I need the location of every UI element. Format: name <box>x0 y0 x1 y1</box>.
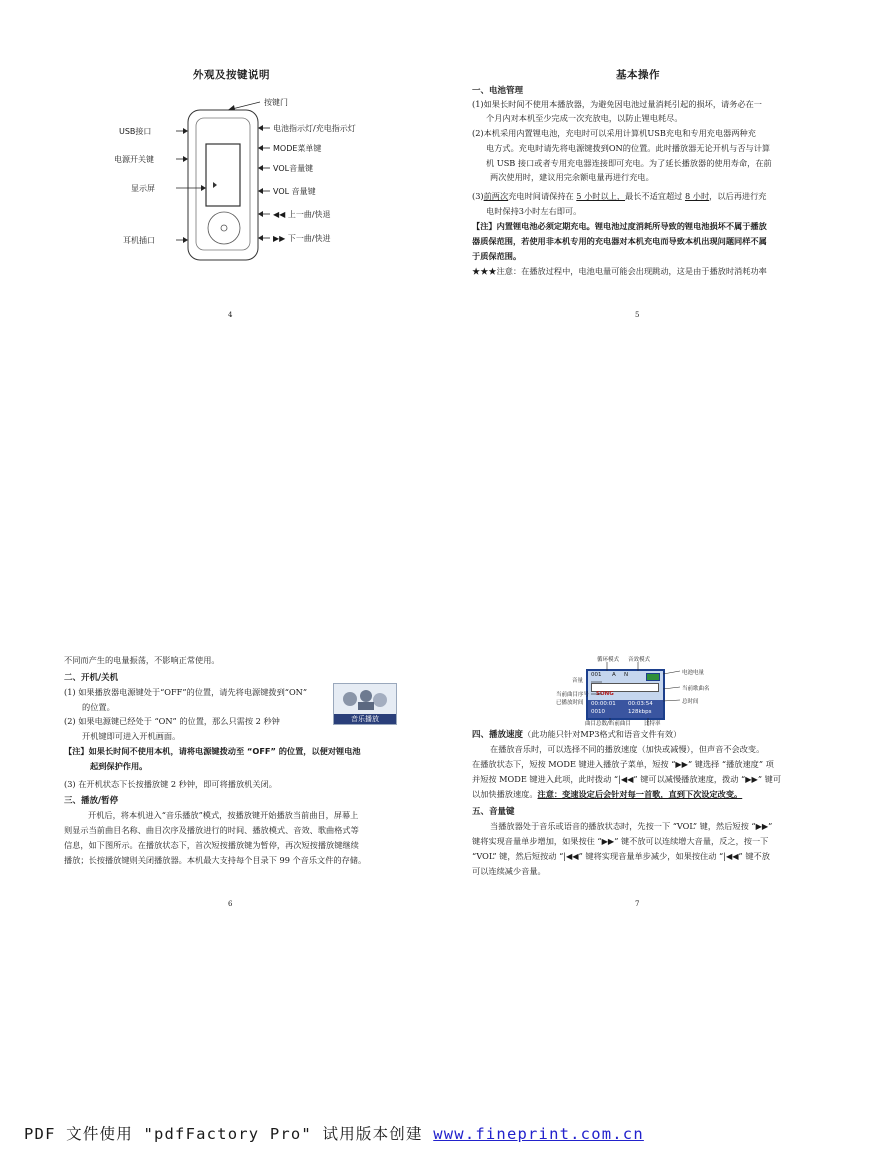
play-section-heading: 三、播放/暂停 <box>64 796 119 806</box>
label-top-key: 按键门 <box>264 98 288 107</box>
page5-number: 5 <box>635 311 640 319</box>
screen-song-name: SONG <box>596 691 614 697</box>
label-power-switch: 电源开关键 <box>114 155 154 164</box>
text-line: 在播放状态下，短按 MODE 键进入播放子菜单，短按 “▶▶” 键选择 “播放速度” 项 <box>472 759 774 769</box>
text-line: 不同而产生的电量振荡，不影响正常使用。 <box>64 655 220 665</box>
text-line: 键将实现音量单步增加，如果按住 “▶▶” 键不放可以连续增大音量，反之，按一下 <box>472 836 769 846</box>
speed-note-line <box>472 787 742 801</box>
text-line: 可以连续减少音量。 <box>472 866 546 876</box>
label-mode-key: MODE菜单键 <box>273 144 322 153</box>
screen-track-number: 001 <box>591 672 602 678</box>
label-bitrate: 比特率 <box>644 721 661 727</box>
battery-section-heading: 一、电池管理 <box>472 86 524 96</box>
footer-link[interactable]: www.fineprint.com.cn <box>433 1125 644 1143</box>
text-line: ★★★注意：在播放过程中，电池电量可能会出现跳动，这是由于播放时消耗功率 <box>472 266 767 276</box>
screen-track-count: 0010 <box>591 709 605 715</box>
label-elapsed-time: 已播放时间 <box>556 700 584 706</box>
text-line: 电方式。充电时请先将电源键拨到ON的位置。此时播放器无论开机与否与计算 <box>486 143 771 153</box>
text-line: (2) 如果电源键已经处于 “ON” 的位置，那么只需按 2 秒钟 <box>64 716 280 726</box>
text-line: 两次使用时，建议用完余额电量再进行充电。 <box>490 172 654 182</box>
menu-label: 音乐播放 <box>334 714 396 724</box>
label-prev-key: ◀◀ 上一曲/快退 <box>273 210 331 219</box>
label-eq-mode: 音效模式 <box>628 657 651 663</box>
text-line: 机 USB 接口或者专用充电器连接即可充电。为了延长播放器的使用寿命，在前 <box>486 158 772 168</box>
power-section-heading: 二、开机/关机 <box>64 673 119 683</box>
text-span: 8 小时 <box>684 191 710 201</box>
text-span: 注意：变速设定后会针对每一首歌，直到下次设定改变。 <box>537 789 743 799</box>
label-battery-led: 电池指示灯/充电指示灯 <box>273 124 356 133</box>
label-usb-port: USB接口 <box>119 127 152 136</box>
text-line: 播放；长按播放键则关闭播放器。本机最大支持每个目录下 99 个音乐文件的存储。 <box>64 855 367 865</box>
volume-section-heading: 五、音量键 <box>472 807 515 817</box>
label-loop-mode: 循环模式 <box>597 657 620 663</box>
text-span: 5 小时以上， <box>576 191 626 201</box>
text-span: 以加快播放速度。 <box>472 789 538 799</box>
text-line: 起到保护作用。 <box>90 761 148 771</box>
text-line: “VOL” 键，然后短按动 “|◀◀” 键将实现音量单步减少，如果按住动 “|◀◀” 键不放 <box>472 851 770 861</box>
footer-text: PDF 文件使用 "pdfFactory Pro" 试用版本创建 <box>24 1125 434 1143</box>
text-line: 于质保范围。 <box>472 251 522 261</box>
label-volume: 音量 <box>572 678 584 684</box>
text-line: 开机后，将本机进入“音乐播放”模式，按播放键开始播放当前曲目，屏幕上 <box>88 810 359 820</box>
screen-bitrate: 128kbps <box>628 709 652 715</box>
label-track-count: 曲目总数/当前曲目 <box>585 721 631 727</box>
text-line: 则显示当前曲目名称、曲目次序及播放进行的时间、播放模式、音效、歌曲格式等 <box>64 825 359 835</box>
text-span: 最长不适宜超过 <box>625 191 685 201</box>
label-earphone-jack: 耳机插口 <box>123 236 155 245</box>
speed-heading-line <box>472 727 681 742</box>
text-line: 个月内对本机至少完成一次充放电，以防止锂电耗尽。 <box>486 113 683 123</box>
label-battery: 电池电量 <box>682 670 705 676</box>
screen-total: 00:03:54 <box>628 701 653 707</box>
menu-thumbnail <box>333 683 397 725</box>
text-line: 电时保持3小时左右即可。 <box>486 206 582 216</box>
charge-time-line <box>472 189 766 203</box>
label-vol-key-1: VOL音量键 <box>273 164 314 173</box>
screen-eq-mode: N <box>624 672 629 678</box>
speed-section-heading: 四、播放速度 <box>472 730 524 740</box>
text-line: 【注】如果长时间不使用本机，请将电源键拨动至 “OFF” 的位置，以便对锂电池 <box>64 746 361 756</box>
label-display: 显示屏 <box>131 184 155 193</box>
label-song-name: 当前歌曲名 <box>682 686 710 692</box>
text-line: (1)如果长时间不使用本播放器，为避免因电池过量消耗引起的损坏，请务必在一 <box>472 99 762 109</box>
text-span: (3) <box>472 191 484 201</box>
music-menu-icon <box>334 684 396 714</box>
page4-title: 外观及按键说明 <box>193 69 270 81</box>
text-line: (1) 如果播放器电源键处于“OFF”的位置，请先将电源键拨到“ON” <box>64 687 308 697</box>
text-line: 开机键即可进入开机画面。 <box>82 731 181 741</box>
page6-number: 6 <box>228 900 233 908</box>
text-span: （此功能只针对MP3格式和语音文件有效） <box>523 729 682 739</box>
page5-title: 基本操作 <box>616 69 660 81</box>
page4-number: 4 <box>228 311 233 319</box>
text-line: 【注】内置锂电池必须定期充电。锂电池过度消耗所导致的锂电池损坏不属于播放 <box>472 221 767 231</box>
pdf-footer <box>24 1122 644 1144</box>
label-current-track: 当前曲目序号 <box>556 692 590 698</box>
screen-loop-mode: A <box>612 672 616 678</box>
text-span: ，以后再进行充 <box>709 191 767 201</box>
screen-elapsed: 00:00:01 <box>591 701 616 707</box>
label-vol-key-2: VOL 音量键 <box>273 187 316 196</box>
text-span: 充电时间请保持在 <box>508 191 577 201</box>
text-line: (2)本机采用内置锂电池，充电时可以采用计算机USB充电和专用充电器两种充 <box>472 128 756 138</box>
text-line: (3) 在开机状态下长按播放键 2 秒钟，即可将播放机关闭。 <box>64 779 277 789</box>
text-line: 信息，如下图所示。在播放状态下，首次短按播放键为暂停，再次短按播放键继续 <box>64 840 359 850</box>
text-line: 的位置。 <box>82 702 115 712</box>
label-total-time: 总时间 <box>682 699 699 705</box>
screen-callout-lines <box>550 655 690 730</box>
text-line: 并短按 MODE 键进入此项，此时拨动 “|◀◀” 键可以减慢播放速度，拨动 “▶▶” 键可 <box>472 774 782 784</box>
text-line: 当播放器处于音乐或语音的播放状态时，先按一下 “VOL” 键，然后短按 “▶▶” <box>490 821 773 831</box>
text-line: 器质保范围，若使用非本机专用的充电器对本机充电而导致本机出现问题同样不属 <box>472 236 767 246</box>
page7-number: 7 <box>635 900 640 908</box>
text-line: 在播放音乐时，可以选择不同的播放速度（加快或减慢），但声音不会改变。 <box>490 744 765 754</box>
label-next-key: ▶▶ 下一曲/快进 <box>273 234 331 243</box>
text-span: 前两次 <box>483 191 509 201</box>
